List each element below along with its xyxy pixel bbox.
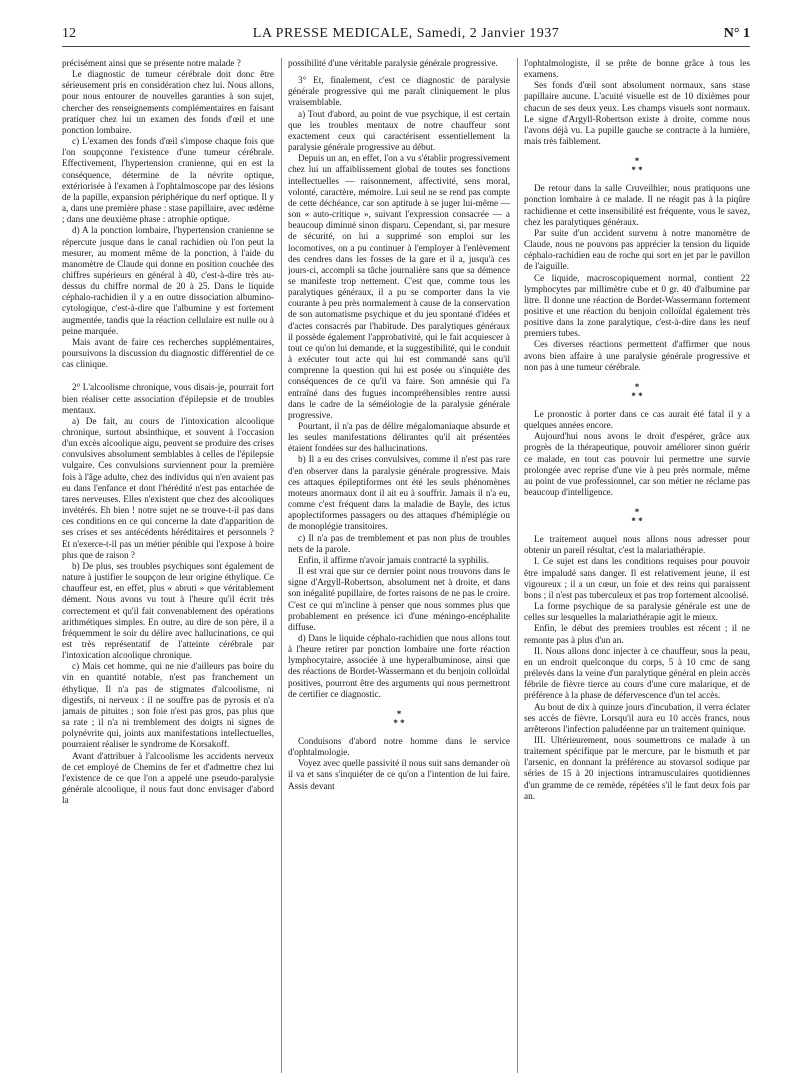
paragraph: a) Tout d'abord, au point de vue psychique, il est certain que les troubles mentaux de notre chauffeur sont exactement ceux qui caractérisent essentiellement la paralysie générale progressive au début. [288, 108, 510, 153]
section-separator: * * * [631, 156, 643, 176]
paragraph: III. Ultérieurement, nous soumettrons ce malade à un traitement spécifique par le mercure, par le bismuth et par l'arsenic, en donnant la préférence au stovarsol sodique par séries de 15 à 20 injections intramusculaires quotidiennes d'un gramme de ce remède, répétées s'il le faut deux fois par an. [524, 734, 750, 801]
paragraph: Pourtant, il n'a pas de délire mégalomaniaque absurde et les seules manifestations délirantes qu'il ait présentées étaient fondées sur des hallucinations. [288, 421, 510, 454]
paragraph: La forme psychique de sa paralysie générale est une de celles sur lesquelles la malariathérapie agit le mieux. [524, 601, 750, 623]
page-header [62, 26, 750, 47]
paragraph: Ce liquide, macroscopiquement normal, contient 22 lymphocytes par millimètre cube et 0 gr. 40 d'albumine par litre. Il donne une réaction de Bordet-Wassermann fortement positive et une réaction du benjoin colloïdal également très positive dans la zone paralytique, c'est-à-dire dans les neuf premiers tubes. [524, 272, 750, 339]
paragraph: 3° Et, finalement, c'est ce diagnostic de paralysie générale progressive qui me paraît cliniquement le plus vraisemblable. [288, 75, 510, 108]
paragraph: Il est vrai que sur ce dernier point nous trouvons dans le signe d'Argyll-Robertson, absolument net à droite, et dans son inégalité pupillaire, de fortes raisons de ne pas le croire. C'est ce qui m'incline à penser que nous sommes plus que probablement en présence ici d'une méningo-encéphalite diffuse. [288, 566, 510, 632]
paragraph: Par suite d'un accident survenu à notre manomètre de Claude, nous ne pouvons pas apprécier la tension du liquide céphalo-rachidien eau de roche qui sort en jet par le pavillon de l'aiguille. [524, 227, 750, 272]
paragraph: b) De plus, ses troubles psychiques sont également de nature à justifier le soupçon de leur origine éthylique. Ce chauffeur est, en effet, plus « abruti » que véritablement dément. Nous avons vu tout à l'heure qu'il écrit très correctement et qu'il fait convenablement des opérations arithmétiques simples. En outre, au dire de son père, il a fréquemment le soir du délire avec hallucinations, ce qui est très représentatif de l'atteinte cérébrale par l'intoxication alcoolique chronique. [62, 560, 274, 661]
paragraph: Le diagnostic de tumeur cérébrale doit donc être sérieusement pris en considération chez lui. Nous allons, pour nous entourer de nouvelles garanties à son sujet, chercher des renseignements complémentaires en faisant pratiquer chez lui un examen des fonds d'œil et une ponction lombaire. [62, 69, 274, 135]
paragraph: Avant d'attribuer à l'alcoolisme les accidents nerveux de cet employé de Chemins de fer et d'admettre chez lui l'existence de ce que l'on a appelé une pseudo-paralysie générale alcoolique, il nous faut donc envisager d'abord la [62, 750, 274, 806]
paragraph: a) De fait, au cours de l'intoxication alcoolique chronique, surtout absinthique, et souvent à l'occasion d'un excès alcoolique aigu, peuvent se produire des crises convulsives absolument semblables à celles de l'épilepsie vulgaire. Ces convulsions surviennent pour la première fois à l'âge adulte, chez des individus qui n'en avaient pas eu dans l'enfance et dont l'hérédité n'est pas entachée de tares nerveuses. Elles n'existent que chez des alcooliques invétérés. Eh bien ! notre sujet ne se trouve-t-il pas dans ces conditions en ce qui concerne la date d'apparition de ses crises et ses antécédents héréditaires et personnels ? Et n'exerce-t-il pas un métier pénible qui l'expose à boire plus que de raison ? [62, 415, 274, 560]
paragraph: d) A la ponction lombaire, l'hypertension cranienne se répercute jusque dans le canal rachidien où l'on peut la mesurer, au moment même de la ponction, à l'aide du manomètre de Claude qui donne en position couchée des chiffres supérieurs en général à 40, c'est-à-dire très au-dessus du chiffre normal de 20 à 25. Dans le liquide céphalo-rachidien il y a en outre dissociation albumino-cytologique, c'est-à-dire que l'albumine y est fortement augmentée, tandis que la réaction cellulaire est nulle ou à peine marquée. [62, 225, 274, 336]
issue-number: N° 1 [723, 26, 750, 41]
paragraph: De retour dans la salle Cruveilhier, nous pratiquons une ponction lombaire à ce malade. Il ne réagit pas à la piqûre rachidienne et cette insensibilité est fréquente, vous le savez, chez les paralytiques généraux. [524, 183, 750, 227]
paragraph: Enfin, il affirme n'avoir jamais contracté la syphilis. [298, 554, 490, 565]
column-3 [524, 58, 750, 1073]
paragraph: Aujourd'hui nous avons le droit d'espérer, grâce aux progrès de la thérapeutique, pouvoir améliorer sinon guérir ce malade, en tout cas pouvoir lui permettre une survie prolongée avec reprise d'une vie à peu près normale, même au point de vue professionnel, car son métier ne réclame pas beaucoup d'intelligence. [524, 431, 750, 497]
paragraph: précisément ainsi que se présente notre malade ? [62, 58, 241, 68]
paragraph: Le traitement auquel nous allons nous adresser pour obtenir un pareil résultat, c'est la malariathérapie. [524, 534, 750, 556]
paragraph: c) Il n'a pas de tremblement et pas non plus de troubles nets de la parole. [288, 532, 510, 554]
paragraph: II. Nous allons donc injecter à ce chauffeur, sous la peau, en un endroit quelconque du corps, 5 à 10 cmc de sang prélevés dans la veine d'un paralytique général en plein accès fébrile de fièvre tierce au cours d'une cure malarique, et de préférence à la phase de défervescence d'un tel accès. [524, 645, 750, 701]
section-separator: * * * [631, 507, 643, 527]
paragraph: Depuis un an, en effet, l'on a vu s'établir progressivement chez lui un affaiblissement global de toutes ses fonctions intellectuelles — raisonnement, affectivité, sens moral, volonté, caractère, mémoire. Lui seul ne se rend pas compte de cette déchéance, car son aptitude à se juger lui-même — son « auto-critique », suivant l'expression consacrée — a beaucoup diminué sinon disparu. Cependant, si, par mesure de sécurité, on lui a supprimé son emploi sur les locomotives, on a pu continuer à l'employer à l'enlèvement des cendres dans les fosses de la gare et il a, jusqu'à ces jours-ci, accompli sa tâche journalière sans que sa démence se manifeste trop nettement. C'est que, comme tous les paralytiques généraux, il a pu se comporter dans la vie courante à peu près normalement à cause de la conservation de son automatisme psychique et du jeu spontané d'idées et d'actes consacrés par l'habitude. Des paralytiques généraux il possède également l'approbativité, qui le fait acquiescer à tout ce qu'on lui demande, et la suggestibilité, qui le conduit à exécuter tout acte qui lui est commandé sans qu'il comprenne la question qui lui est posée ou s'inquiète des conséquences de ce qu'il va faire. Son amnésie qui l'a entraîné dans des fugues incompréhensibles rentre aussi dans le cadre de la séméiologie de la paralysie générale progressive. [288, 153, 510, 420]
paragraph: I. Ce sujet est dans les conditions requises pour pouvoir être impaludé sans danger. Il est relativement jeune, il est vigoureux ; il a un cœur, un foie et des reins qui paraissent bons ; il n'est pas tuberculeux et pas trop fortement alcoolisé. [524, 556, 750, 600]
journal-title: LA PRESSE MEDICALE, Samedi, 2 Janvier 1937 [252, 26, 560, 41]
paragraph: c) Mais cet homme, qui ne nie d'ailleurs pas boire du vin en quantité notable, n'est pas franchement un éthylique. Il n'a pas de stigmates d'alcoolisme, ni digestifs, ni nerveux : il ne souffre pas de pyrosis et n'a jamais de pituites ; son foie n'est pas gros, pas plus que sa rate ; il n'a ni tremblement des doigts ni signes de polynévrite qui, joints aux manifestations intellectuelles, pourraient réaliser le syndrome de Korsakoff. [62, 661, 274, 750]
paragraph: b) Il a eu des crises convulsives, comme il n'est pas rare d'en observer dans la paralysie générale progressive. Mais ces attaques épileptiformes ont été les seuls phénomènes moteurs anormaux dont il ait eu à souffrir. Jamais il n'a eu, comme c'est fréquent dans la maladie de Bayle, des ictus apoplectiformes passagers ou des attaques d'hémiplégie ou de monoplégie transitoires. [288, 454, 510, 532]
column-divider [517, 58, 518, 1073]
column-1 [62, 58, 274, 1073]
section-separator: * * * [393, 708, 405, 728]
column-divider [281, 58, 282, 1073]
paragraph: 2° L'alcoolisme chronique, vous disais-je, pourrait fort bien réaliser cette association d'épilepsie et de troubles mentaux. [62, 382, 274, 415]
paragraph: Conduisons d'abord notre homme dans le service d'ophtalmologie. [288, 735, 510, 758]
paragraph: Ces diverses réactions permettent d'affirmer que nous avons bien affaire à une paralysie générale progressive et non pas à une tumeur cérébrale. [524, 339, 750, 372]
paragraph: Ses fonds d'œil sont absolument normaux, sans stase papillaire aucune. L'acuité visuelle est de 10 dixièmes pour chacun de ses deux yeux. Les champs visuels sont normaux. Le signe d'Argyll-Robertson existe à droite, comme nous l'avons déjà vu. La pupille gauche se contracte à la lumière, mais très faiblement. [524, 80, 750, 147]
paragraph: Au bout de dix à quinze jours d'incubation, il verra éclater ses accès de fièvre. Lorsqu'il aura eu 10 accès francs, nous arrêterons l'infection paludéenne par un traitement quinique. [524, 701, 750, 734]
paragraph: Enfin, le début des premiers troubles est récent ; il ne remonte pas à plus d'un an. [524, 623, 750, 645]
section-separator: * * * [631, 381, 643, 401]
page-number: 12 [62, 26, 76, 41]
paragraph: l'ophtalmologiste, il se prête de bonne grâce à tous les examens. [524, 58, 750, 80]
column-2 [288, 58, 510, 1073]
paragraph: possibilité d'une véritable paralysie générale progressive. [288, 58, 498, 68]
paragraph: d) Dans le liquide céphalo-rachidien que nous allons tout à l'heure retirer par ponction lombaire une forte réaction lymphocytaire, associée à une hyperalbuminose, ainsi que des réactions de Bordet-Wassermann et du benjoin colloïdal positives, pourront être des arguments qui nous permettront de certifier ce diagnostic. [288, 632, 510, 699]
paragraph: Mais avant de faire ces recherches supplémentaires, poursuivons la discussion du diagnostic différentiel de ce cas clinique. [62, 336, 274, 370]
paragraph: Voyez avec quelle passivité il nous suit sans demander où il va et sans s'inquiéter de ce qu'on a l'intention de lui faire. Assis devant [288, 758, 510, 791]
paragraph: Le pronostic à porter dans ce cas aurait été fatal il y a quelques années encore. [524, 408, 750, 431]
paragraph: c) L'examen des fonds d'œil s'impose chaque fois que l'on soupçonne l'existence d'une tumeur cérébrale. Effectivement, l'hypertension cranienne, qui en est la conséquence, détermine de la névrite optique, extériorisée à l'examen à l'ophtalmoscope par des lésions de la papille, expansion périphérique du nerf optique. Il y a, dans une première phase : stase papillaire, avec œdème ; dans une deuxième phase : atrophie optique. [62, 136, 274, 225]
